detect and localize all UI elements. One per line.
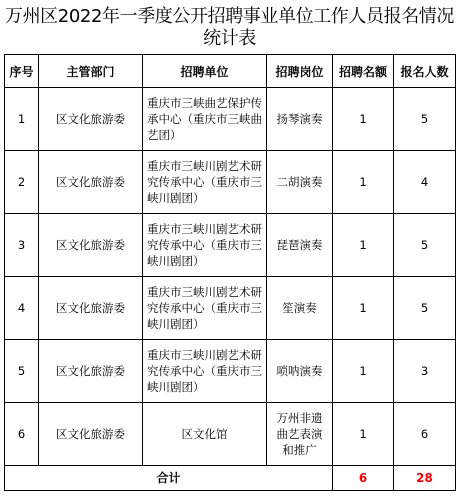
cell-post: 笙演奏: [267, 277, 333, 340]
total-label: 合计: [5, 466, 333, 491]
total-row: [5, 466, 456, 491]
cell-dept: 区文化旅游委: [39, 277, 143, 340]
cell-post: 二胡演奏: [267, 151, 333, 214]
cell-applicants: 5: [394, 277, 456, 340]
cell-post: 唢呐演奏: [267, 340, 333, 403]
cell-quota: 1: [333, 403, 394, 466]
cell-dept: 区文化旅游委: [39, 88, 143, 151]
cell-applicants: 6: [394, 403, 456, 466]
page-title: 万州区2022年一季度公开招聘事业单位工作人员报名情况统计表: [4, 6, 454, 49]
cell-post: 琵琶演奏: [267, 214, 333, 277]
cell-quota: 1: [333, 214, 394, 277]
cell-no: 1: [5, 88, 39, 151]
cell-unit: 重庆市三峡川剧艺术研究传承中心（重庆市三峡川剧团）: [143, 214, 267, 277]
cell-unit: 区文化馆: [143, 403, 267, 466]
table-row: [5, 88, 456, 151]
table-row: [5, 277, 456, 340]
cell-applicants: 5: [394, 88, 456, 151]
cell-dept: 区文化旅游委: [39, 403, 143, 466]
cell-quota: 1: [333, 151, 394, 214]
cell-no: 4: [5, 277, 39, 340]
table-row: [5, 151, 456, 214]
cell-post: 万州非遗曲艺表演和推广: [267, 403, 333, 466]
table-row: [5, 403, 456, 466]
cell-no: 5: [5, 340, 39, 403]
table-row: [5, 214, 456, 277]
total-quota: 6: [333, 466, 394, 491]
cell-applicants: 4: [394, 151, 456, 214]
cell-post: 扬琴演奏: [267, 88, 333, 151]
cell-dept: 区文化旅游委: [39, 151, 143, 214]
cell-no: 3: [5, 214, 39, 277]
cell-unit: 重庆市三峡川剧艺术研究传承中心（重庆市三峡川剧团）: [143, 340, 267, 403]
cell-dept: 区文化旅游委: [39, 340, 143, 403]
header-unit: 招聘单位: [143, 55, 267, 88]
header-no: 序号: [5, 55, 39, 88]
header-post: 招聘岗位: [267, 55, 333, 88]
header-dept: 主管部门: [39, 55, 143, 88]
registration-table: [4, 54, 456, 491]
header-row: [5, 55, 456, 88]
cell-quota: 1: [333, 88, 394, 151]
header-applicants: 报名人数: [394, 55, 456, 88]
cell-quota: 1: [333, 277, 394, 340]
cell-unit: 重庆市三峡曲艺保护传承中心（重庆市三峡曲艺团）: [143, 88, 267, 151]
cell-unit: 重庆市三峡川剧艺术研究传承中心（重庆市三峡川剧团）: [143, 151, 267, 214]
cell-applicants: 3: [394, 340, 456, 403]
cell-no: 2: [5, 151, 39, 214]
cell-applicants: 5: [394, 214, 456, 277]
cell-no: 6: [5, 403, 39, 466]
cell-unit: 重庆市三峡川剧艺术研究传承中心（重庆市三峡川剧团）: [143, 277, 267, 340]
header-quota: 招聘名额: [333, 55, 394, 88]
total-applicants: 28: [394, 466, 456, 491]
table-row: [5, 340, 456, 403]
cell-quota: 1: [333, 340, 394, 403]
cell-dept: 区文化旅游委: [39, 214, 143, 277]
